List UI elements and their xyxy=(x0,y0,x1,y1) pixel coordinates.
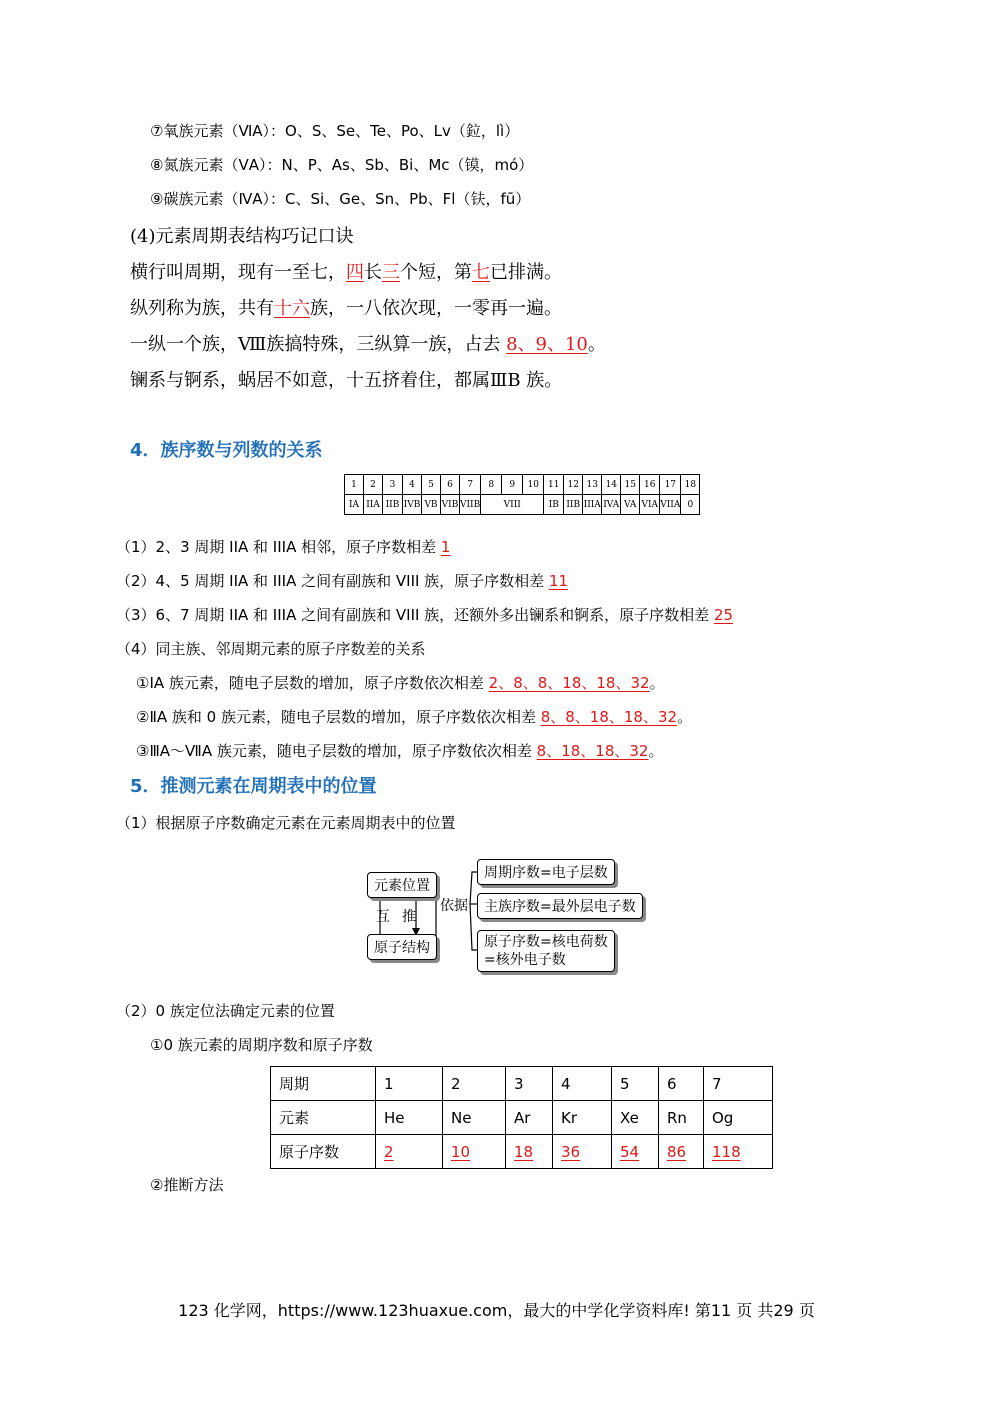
group-name-cell: VIA xyxy=(640,495,660,515)
period-cell: 1 xyxy=(376,1067,443,1101)
period-row xyxy=(271,1067,773,1101)
group-name-cell: IIB xyxy=(383,495,403,515)
s5-item-1: （1）根据原子序数确定元素在元素周期表中的位置 xyxy=(116,814,456,832)
atomic-number-answer: 2 xyxy=(384,1142,394,1161)
column-number-cell: 5 xyxy=(422,475,441,495)
atomic-number-cell xyxy=(659,1135,704,1169)
group-name-cell: IB xyxy=(544,495,564,515)
column-number-cell: 2 xyxy=(364,475,383,495)
period-cell: 7 xyxy=(704,1067,773,1101)
group-name-cell: IA xyxy=(345,495,364,515)
s4-sub-3: ③ⅢA～ⅦA 族元素，随电子层数的增加，原子序数依次相差 8、18、18、32。 xyxy=(136,742,664,760)
period-rule-box: 周期序数=电子层数 xyxy=(477,859,615,885)
element-cell: Ne xyxy=(443,1101,506,1135)
mnemonic-title: (4)元素周期表结构巧记口诀 xyxy=(130,226,354,247)
column-number-cell: 14 xyxy=(602,475,621,495)
element-cell: Ar xyxy=(506,1101,553,1135)
group-name-cell: IVB xyxy=(403,495,422,515)
element-row xyxy=(271,1101,773,1135)
group-name-cell: VA xyxy=(621,495,640,515)
group-column-row xyxy=(345,475,700,495)
main-group-rule-box: 主族序数=最外层电子数 xyxy=(477,893,643,919)
atomic-number-cell xyxy=(553,1135,612,1169)
column-number-cell: 16 xyxy=(640,475,660,495)
atomic-number-answer: 18 xyxy=(514,1142,534,1161)
s4-item-4: （4）同主族、邻周期元素的原子序数差的关系 xyxy=(116,640,426,658)
group-name-cell: IIIA xyxy=(583,495,602,515)
period-cell: 2 xyxy=(443,1067,506,1101)
group-name-cell: IIB xyxy=(564,495,583,515)
column-number-cell: 10 xyxy=(523,475,544,495)
noble-gas-table xyxy=(270,1066,773,1169)
column-number-cell: 9 xyxy=(502,475,523,495)
column-number-cell: 7 xyxy=(460,475,481,495)
atomic-number-row xyxy=(271,1135,773,1169)
atomic-number-cell xyxy=(704,1135,773,1169)
group-name-cell: IVA xyxy=(602,495,621,515)
group-name-cell: VB xyxy=(422,495,441,515)
period-cell: 6 xyxy=(659,1067,704,1101)
mutual-label: 互 xyxy=(376,909,390,925)
atomic-number-cell xyxy=(443,1135,506,1169)
period-cell: 3 xyxy=(506,1067,553,1101)
element-cell: He xyxy=(376,1101,443,1135)
column-number-cell: 15 xyxy=(621,475,640,495)
atomic-number-header: 原子序数 xyxy=(271,1135,376,1169)
element-cell: Xe xyxy=(612,1101,659,1135)
mnemonic-line-2: 纵列称为族，共有十六族，一八依次现，一零再一遍。 xyxy=(130,298,562,319)
s4-item-1: （1）2、3 周期 IIA 和 IIIA 相邻，原子序数相差 1 xyxy=(116,538,451,556)
section-5-heading: 5．推测元素在周期表中的位置 xyxy=(130,776,377,797)
period-cell: 5 xyxy=(612,1067,659,1101)
atomic-number-cell xyxy=(612,1135,659,1169)
s4-sub-1: ①ⅠA 族元素，随电子层数的增加，原子序数依次相差 2、8、8、18、18、32。 xyxy=(136,674,665,692)
group-name-cell: IIA xyxy=(364,495,383,515)
column-number-cell: 18 xyxy=(681,475,700,495)
element-cell: Rn xyxy=(659,1101,704,1135)
family-line-9: ⑨碳族元素（ⅣA）：C、Si、Ge、Sn、Pb、Fl（𫓧，fū） xyxy=(150,190,531,208)
atomic-number-answer: 118 xyxy=(712,1142,741,1161)
s5-sub-1: ①0 族元素的周期序数和原子序数 xyxy=(150,1036,373,1054)
element-cell: Og xyxy=(704,1101,773,1135)
column-number-cell: 6 xyxy=(441,475,460,495)
column-number-cell: 3 xyxy=(383,475,403,495)
atomic-number-answer: 10 xyxy=(451,1142,471,1161)
mnemonic-line-4: 镧系与锕系，蜗居不如意，十五挤着住，都属ⅢB 族。 xyxy=(130,370,563,391)
group-name-cell: VIIB xyxy=(460,495,481,515)
group-viii-cell: VIII xyxy=(481,495,544,515)
element-position-box: 元素位置 xyxy=(367,872,437,898)
group-name-cell: VIB xyxy=(441,495,460,515)
column-number-cell: 4 xyxy=(403,475,422,495)
s4-item-3: （3）6、7 周期 IIA 和 IIIA 之间有副族和 VIII 族，还额外多出镧系和锕系，原子序数相差 25 xyxy=(116,606,734,624)
atomic-number-answer: 54 xyxy=(620,1142,640,1161)
basis-label: 依据 xyxy=(440,898,468,914)
period-cell: 4 xyxy=(553,1067,612,1101)
element-cell: Kr xyxy=(553,1101,612,1135)
atomic-number-answer: 36 xyxy=(561,1142,581,1161)
group-name-row xyxy=(345,495,700,515)
family-line-7: ⑦氧族元素（ⅥA）：O、S、Se、Te、Po、Lv（鉝，lì） xyxy=(150,122,520,140)
atomic-structure-box: 原子结构 xyxy=(367,934,437,960)
column-number-cell: 1 xyxy=(345,475,364,495)
group-name-cell: VIIA xyxy=(660,495,681,515)
atomic-number-answer: 86 xyxy=(667,1142,687,1161)
s4-item-2: （2）4、5 周期 IIA 和 IIIA 之间有副族和 VIII 族，原子序数相差 11 xyxy=(116,572,569,590)
column-number-cell: 12 xyxy=(564,475,583,495)
column-number-cell: 11 xyxy=(544,475,564,495)
column-number-cell: 17 xyxy=(660,475,681,495)
column-number-cell: 8 xyxy=(481,475,502,495)
s5-item-2: （2）0 族定位法确定元素的位置 xyxy=(116,1002,335,1020)
mnemonic-line-1: 横行叫周期，现有一至七，四长三个短，第七已排满。 xyxy=(130,262,562,283)
group-column-table xyxy=(344,474,700,515)
column-number-cell: 13 xyxy=(583,475,602,495)
mnemonic-line-3: 一纵一个族，Ⅷ族搞特殊，三纵算一族，占去 8、9、10。 xyxy=(130,334,606,355)
element-header: 元素 xyxy=(271,1101,376,1135)
infer-label: 推 xyxy=(402,909,416,925)
page-footer: 123 化学网，https://www.123huaxue.com，最大的中学化学资料库! 第11 页 共29 页 xyxy=(178,1301,815,1320)
atomic-number-rule-box: 原子序数=核电荷数 =核外电子数 xyxy=(477,930,615,972)
period-header: 周期 xyxy=(271,1067,376,1101)
group-name-cell: 0 xyxy=(681,495,700,515)
family-line-8: ⑧氮族元素（ⅤA）：N、P、As、Sb、Bi、Mc（镆，mó） xyxy=(150,156,534,174)
atomic-number-cell xyxy=(376,1135,443,1169)
s5-sub-2: ②推断方法 xyxy=(150,1176,224,1194)
s4-sub-2: ②ⅡA 族和 0 族元素，随电子层数的增加，原子序数依次相差 8、8、18、18、32。 xyxy=(136,708,693,726)
section-4-heading: 4．族序数与列数的关系 xyxy=(130,440,323,461)
atomic-number-cell xyxy=(506,1135,553,1169)
